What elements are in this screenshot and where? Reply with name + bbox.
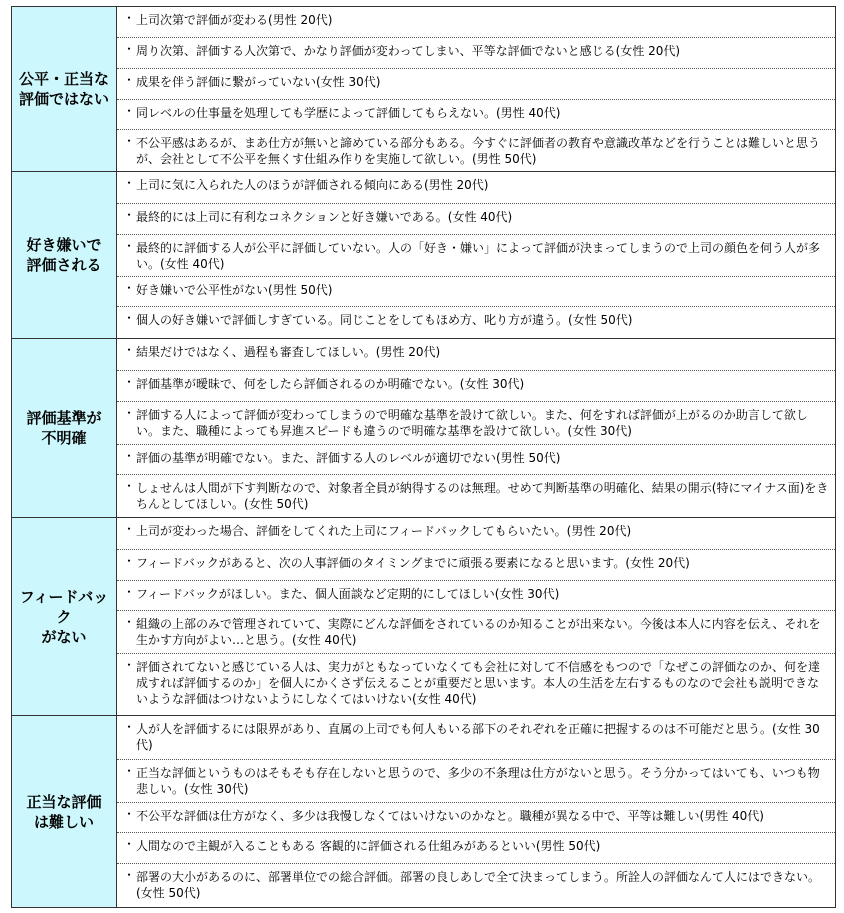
bullet-icon: ・ — [123, 104, 136, 118]
bullet-icon: ・ — [123, 281, 136, 295]
section-row — [12, 172, 836, 339]
list-item: ・ 周り次第、評価する人次第で、かなり評価が変わってしまい、平等な評価でないと感じる(女性 20代) — [117, 37, 835, 68]
category-label: 正当な評価 は難しい — [26, 792, 102, 831]
bullet-icon: ・ — [123, 375, 136, 389]
items-cell — [117, 339, 836, 518]
list-item: ・ 評価する人によって評価が変わってしまうので明確な基準を設けて欲しい。また、何をすれば評価が上がるのか助言して欲しい。また、職種によっても昇進スピードも違うので明確な基準を設けて欲しい。(女性 30代) — [117, 401, 835, 444]
bullet-icon: ・ — [123, 479, 136, 493]
bullet-icon: ・ — [123, 807, 136, 821]
bullet-icon: ・ — [123, 658, 136, 672]
list-item: ・ 結果だけではなく、過程も審査してほしい。(男性 20代) — [123, 343, 441, 359]
bullet-icon: ・ — [123, 615, 136, 629]
list-item: ・ 上司が変わった場合、評価をしてくれた上司にフィードバックしてもらいたい。(男性 20代) — [123, 522, 632, 538]
category-cell — [12, 518, 117, 716]
bullet-icon: ・ — [123, 449, 136, 463]
bullet-icon: ・ — [123, 585, 136, 599]
list-item: ・ しょせんは人間が下す判断なので、対象者全員が納得するのは無理。せめて判断基準の明確化、結果の開示(特にマイナス面)をきちんとしてほしい。(女性 50代) — [117, 474, 835, 517]
category-label: フィードバック がない — [19, 587, 109, 646]
bullet-icon: ・ — [123, 522, 136, 536]
bullet-icon: ・ — [123, 11, 136, 25]
section-row — [12, 7, 836, 172]
category-cell — [12, 172, 117, 339]
bullet-icon: ・ — [123, 73, 136, 87]
bullet-icon: ・ — [123, 554, 136, 568]
items-cell — [117, 518, 836, 716]
bullet-icon: ・ — [123, 720, 136, 734]
bullet-icon: ・ — [123, 764, 136, 778]
bullet-icon: ・ — [123, 837, 136, 851]
bullet-icon: ・ — [123, 343, 136, 357]
list-item: ・ 評価の基準が明確でない。また、評価する人のレベルが適切でない(男性 50代) — [117, 444, 835, 474]
opinion-table — [11, 6, 836, 908]
list-item: ・ 人間なので主観が入ることもある 客観的に評価される仕組みがあるといい(男性 50代) — [117, 832, 835, 863]
category-cell — [12, 716, 117, 908]
category-label: 評価基準が 不明確 — [26, 409, 102, 447]
list-item: ・ 個人の好き嫌いで評価しすぎている。同じことをしてもほめ方、叱り方が違う。(女性 50代) — [117, 306, 835, 338]
list-item: ・ 部署の大小があるのに、部署単位での総合評価。部署の良しあしで全て決まってしまう。所詮人の評価なんて人にはできない。(女性 50代) — [117, 863, 835, 907]
items-cell — [117, 7, 836, 172]
list-item: ・ 評価基準が曖昧で、何をしたら評価されるのか明確でない。(女性 30代) — [117, 370, 835, 401]
list-item: ・ 好き嫌いで公平性がない(男性 50代) — [117, 276, 835, 306]
list-item: ・ 成果を伴う評価に繋がっていない(女性 30代) — [117, 68, 835, 99]
list-item: ・ 同レベルの仕事量を処理しても学歴によって評価してもらえない。(男性 40代) — [117, 99, 835, 129]
section-row — [12, 716, 836, 908]
section-row — [12, 518, 836, 716]
category-cell — [12, 339, 117, 518]
items-cell — [117, 716, 836, 908]
category-label: 公平・正当な 評価ではない — [18, 70, 109, 108]
category-cell — [12, 7, 117, 172]
items-cell — [117, 172, 836, 339]
bullet-icon: ・ — [123, 239, 136, 253]
list-item: ・ 組織の上部のみで管理されていて、実際にどんな評価をされているのか知ることが出来ない。今後は本人に内容を伝え、それを生かす方向がよい…と思う。(女性 40代) — [117, 610, 835, 653]
bullet-icon: ・ — [123, 42, 136, 56]
bullet-icon: ・ — [123, 311, 136, 325]
list-item: ・ 最終的には上司に有利なコネクションと好き嫌いである。(女性 40代) — [117, 203, 835, 234]
list-item: ・ 人が人を評価するには限界があり、直属の上司でも何人もいる部下のそれぞれを正確に把握するのは不可能だと思う。(女性 30代) — [123, 720, 820, 752]
category-label: 好き嫌いで 評価される — [26, 236, 102, 274]
list-item: ・ 不公平感はあるが、まあ仕方が無いと諦めている部分もある。今すぐに評価者の教育や意識改革などを行うことは難しいと思うが、会社として不公平を無くす仕組み作りを実施して欲しい。(男性 50代) — [117, 129, 835, 171]
list-item: ・ 評価されてないと感じている人は、実力がともなっていなくても会社に対して不信感をもつので「なぜこの評価なのか、何を達成すれば評価するのか」を個人にかくさず伝えることが重要だと思います。本人の生活を左右するものなので会社も説明できないような評価はつけないようにしなくてはいけない(女性 40代) — [117, 653, 835, 715]
bullet-icon: ・ — [123, 176, 136, 190]
list-item: ・ 最終的に評価する人が公平に評価していない。人の「好き・嫌い」によって評価が決まってしまうので上司の顔色を伺う人が多い。(女性 40代) — [117, 234, 835, 276]
bullet-icon: ・ — [123, 208, 136, 222]
list-item: ・ 正当な評価というものはそもそも存在しないと思うので、多少の不条理は仕方がないと思う。そう分かってはいても、いつも物悲しい。(女性 30代) — [117, 759, 835, 802]
bullet-icon: ・ — [123, 406, 136, 420]
list-item: ・ 上司に気に入られた人のほうが評価される傾向にある(男性 20代) — [123, 176, 489, 192]
list-item: ・ フィードバックがほしい。また、個人面談など定期的にしてほしい(女性 30代) — [117, 580, 835, 610]
list-item: ・ 不公平な評価は仕方がなく、多少は我慢しなくてはいけないのかなと。職種が異なる中で、平等は難しい(男性 40代) — [117, 802, 835, 832]
bullet-icon: ・ — [123, 134, 136, 148]
list-item: ・ 上司次第で評価が変わる(男性 20代) — [123, 11, 333, 27]
bullet-icon: ・ — [123, 868, 136, 882]
list-item: ・ フィードバックがあると、次の人事評価のタイミングまでに頑張る要素になると思います。(女性 20代) — [117, 549, 835, 580]
section-row — [12, 339, 836, 518]
